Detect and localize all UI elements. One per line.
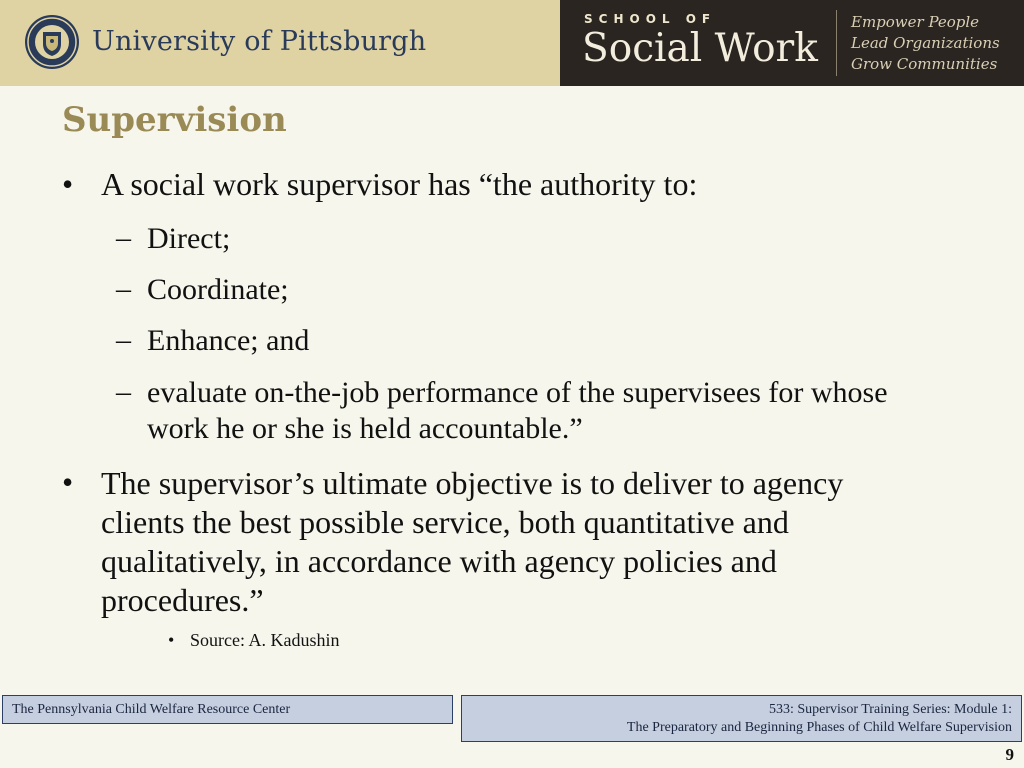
sub-dash: – <box>116 323 131 356</box>
bullet-text: A social work supervisor has “the authority to: <box>101 166 698 202</box>
sub-dash: – <box>116 221 131 254</box>
bullet-dot: • <box>62 464 74 500</box>
footer-course-subtitle: The Preparatory and Beginning Phases of Child Welfare Supervision <box>626 720 1012 735</box>
university-name: University of Pittsburgh <box>92 26 427 57</box>
school-name: Social Work <box>582 26 818 71</box>
footer-left-box <box>2 695 453 724</box>
sub-dash: – <box>116 272 131 305</box>
sub-dash: – <box>116 375 131 408</box>
university-seal-icon <box>24 14 80 70</box>
university-banner <box>0 0 560 86</box>
bullet-dot: • <box>62 166 74 202</box>
page-number: 9 <box>1005 745 1014 764</box>
source-text: Source: A. Kadushin <box>190 630 340 650</box>
sub-text: Coordinate; <box>147 273 289 306</box>
sub-text: Enhance; and <box>147 324 310 357</box>
school-of-label: SCHOOL OF <box>584 12 717 26</box>
bullet-dot: • <box>168 630 175 650</box>
footer-course-title: 533: Supervisor Training Series: Module 1: <box>768 702 1012 717</box>
tagline-line: Empower People <box>851 13 980 31</box>
bullet-text: The supervisor’s ultimate objective is to deliver to agency clients the best possible service, both quantitative and qualitatively, in accordance with agency policies and procedures.” <box>101 465 844 618</box>
header-banner <box>0 0 1024 86</box>
slide-title: Supervision <box>62 100 287 140</box>
header-divider <box>836 10 837 76</box>
tagline-line: Lead Organizations <box>851 34 1000 52</box>
school-tagline <box>851 12 1000 75</box>
sub-text: Direct; <box>147 222 231 255</box>
tagline-line: Grow Communities <box>851 55 998 73</box>
footer-organization: The Pennsylvania Child Welfare Resource Center <box>12 702 291 717</box>
sub-text: evaluate on-the-job performance of the supervisees for whose work he or she is held accountable.” <box>147 376 888 445</box>
footer-right-box <box>461 695 1022 742</box>
